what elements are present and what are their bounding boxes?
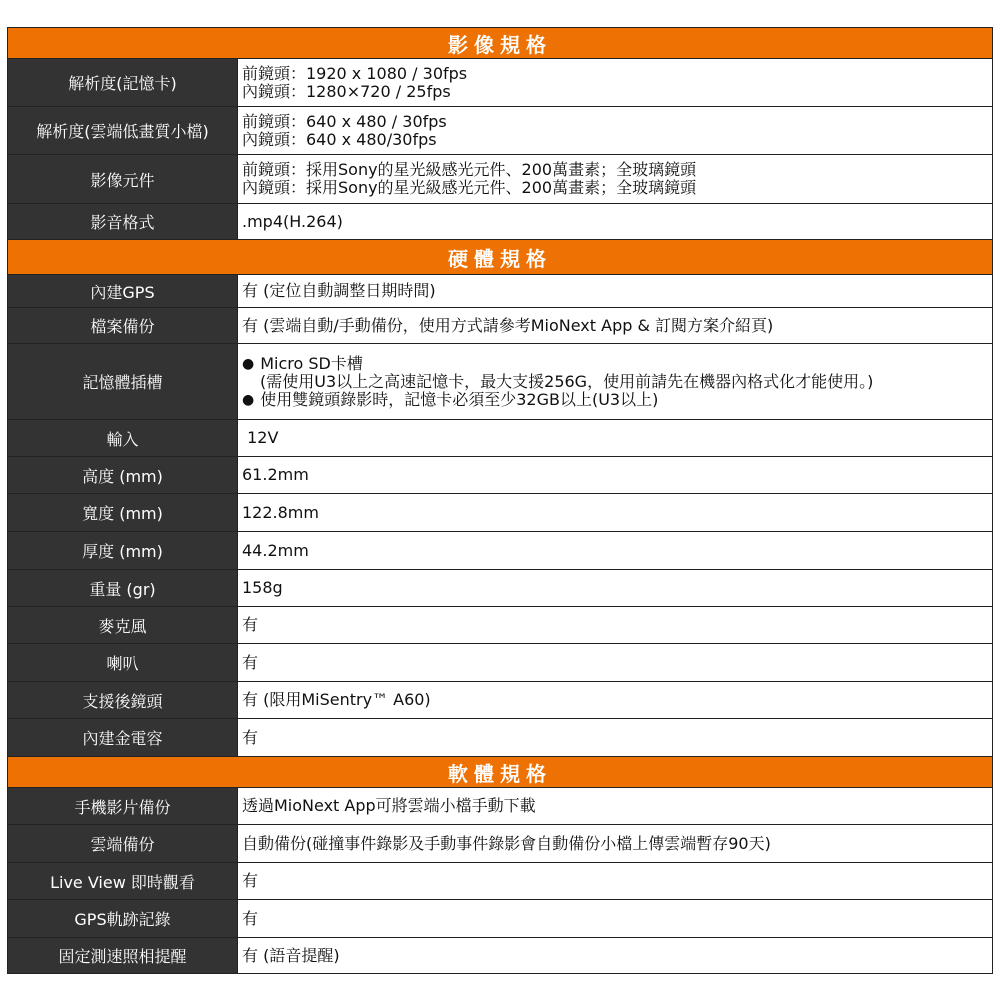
spec-value-line: Micro SD卡槽 (260, 353, 363, 373)
bullet-icon: ● (242, 391, 255, 408)
spec-value (238, 607, 992, 643)
spec-label: 寬度 (mm) (8, 494, 238, 531)
list-item (242, 391, 992, 409)
spec-label: 解析度(記憶卡) (8, 59, 238, 106)
section-header-software: 軟體規格 (7, 756, 993, 787)
spec-label: 內建金電容 (8, 719, 238, 756)
spec-value-line: 透過MioNext App可將雲端小檔手動下載 (242, 796, 536, 815)
spec-value-line: 內鏡頭：640 x 480/30fps (242, 129, 437, 149)
spec-value (238, 155, 992, 203)
spec-value-line: 44.2mm (242, 540, 309, 560)
spec-label: GPS軌跡記錄 (8, 900, 238, 937)
spec-row-live-view (7, 862, 993, 899)
spec-row-input (7, 419, 993, 456)
spec-row-width (7, 493, 993, 531)
section-header-video: 影像規格 (7, 27, 993, 58)
spec-value (238, 788, 992, 824)
spec-label: 高度 (mm) (8, 457, 238, 493)
spec-row-image-sensor (7, 154, 993, 203)
spec-value (238, 938, 992, 973)
spec-label: 手機影片備份 (8, 788, 238, 824)
spec-value-line: 122.8mm (242, 502, 319, 522)
spec-label: 麥克風 (8, 607, 238, 643)
spec-row-rear-camera (7, 681, 993, 718)
spec-value (238, 570, 992, 606)
spec-value (238, 494, 992, 531)
spec-value (238, 719, 992, 756)
spec-label: 輸入 (8, 420, 238, 456)
spec-value-line: 自動備份(碰撞事件錄影及手動事件錄影會自動備份小檔上傳雲端暫存90天) (242, 833, 771, 853)
spec-value (238, 59, 992, 106)
spec-row-av-format (7, 203, 993, 239)
spec-row-phone-backup (7, 787, 993, 824)
spec-label: 固定測速照相提醒 (8, 938, 238, 973)
spec-row-speed-camera (7, 937, 993, 974)
spec-value-line: 有 (242, 652, 259, 672)
spec-row-height (7, 456, 993, 493)
spec-label: 影音格式 (8, 204, 238, 239)
spec-value-line: 有 (242, 908, 259, 928)
spec-value (238, 532, 992, 569)
spec-value (238, 825, 992, 862)
spec-value (238, 204, 992, 239)
spec-value-line: 有 (限用MiSentry™ A60) (242, 690, 431, 709)
spec-value-line: 12V (242, 428, 279, 447)
spec-row-supercapacitor (7, 718, 993, 756)
spec-label: Live View 即時觀看 (8, 863, 238, 899)
spec-value-line: 前鏡頭：640 x 480 / 30fps (242, 111, 447, 131)
spec-value-line: 有 (242, 615, 259, 634)
spec-value (238, 682, 992, 718)
spec-value-line: 內鏡頭：採用Sony的星光級感光元件、200萬畫素；全玻璃鏡頭 (242, 178, 697, 197)
section-header-hardware: 硬體規格 (7, 239, 993, 274)
spec-label: 支援後鏡頭 (8, 682, 238, 718)
spec-label: 影像元件 (8, 155, 238, 203)
spec-label: 記憶體插槽 (8, 344, 238, 419)
spec-value-line: 有 (語音提醒) (242, 945, 340, 965)
bullet-icon: ● (242, 355, 255, 372)
spec-label: 重量 (gr) (8, 570, 238, 606)
spec-row-microphone (7, 606, 993, 643)
spec-table (7, 27, 993, 974)
spec-value (238, 863, 992, 899)
spec-value-line: 有 (雲端自動/手動備份，使用方式請參考MioNext App & 訂閱方案介紹頁) (242, 315, 774, 335)
spec-row-weight (7, 569, 993, 606)
spec-value (238, 644, 992, 681)
spec-value (238, 457, 992, 493)
spec-value (238, 344, 992, 419)
spec-row-depth (7, 531, 993, 569)
spec-label: 雲端備份 (8, 825, 238, 862)
spec-value-line: (需使用U3以上之高速記憶卡，最大支援256G，使用前請先在機器內格式化才能使用。) (260, 371, 874, 391)
spec-row-cloud-backup (7, 824, 993, 862)
spec-label: 檔案備份 (8, 308, 238, 343)
spec-row-file-backup (7, 307, 993, 343)
spec-value-line: 使用雙鏡頭錄影時，記憶卡必須至少32GB以上(U3以上) (260, 389, 659, 409)
spec-row-gps (7, 274, 993, 307)
spec-value-line: 有 (242, 727, 259, 747)
spec-value-line: 61.2mm (242, 465, 309, 484)
spec-row-speaker (7, 643, 993, 681)
spec-value-line: 內鏡頭：1280×720 / 25fps (242, 81, 451, 101)
spec-value (238, 420, 992, 456)
spec-value-line: .mp4(H.264) (242, 211, 343, 231)
list-item (242, 355, 992, 373)
spec-value-line: 前鏡頭：1920 x 1080 / 30fps (242, 63, 468, 83)
spec-label: 厚度 (mm) (8, 532, 238, 569)
spec-value (238, 107, 992, 154)
spec-row-gps-track (7, 899, 993, 937)
spec-label: 內建GPS (8, 275, 238, 307)
spec-row-resolution-card (7, 58, 993, 106)
spec-value-line: 158g (242, 578, 283, 597)
spec-value (238, 900, 992, 937)
spec-label: 解析度(雲端低畫質小檔) (8, 107, 238, 154)
spec-value-line: 有 (定位自動調整日期時間) (242, 281, 436, 300)
spec-value (238, 275, 992, 307)
spec-label: 喇叭 (8, 644, 238, 681)
spec-row-memory-slot (7, 343, 993, 419)
spec-value-line: 前鏡頭：採用Sony的星光級感光元件、200萬畫素；全玻璃鏡頭 (242, 160, 697, 179)
spec-value-line: 有 (242, 871, 259, 890)
spec-row-resolution-cloud (7, 106, 993, 154)
spec-value (238, 308, 992, 343)
